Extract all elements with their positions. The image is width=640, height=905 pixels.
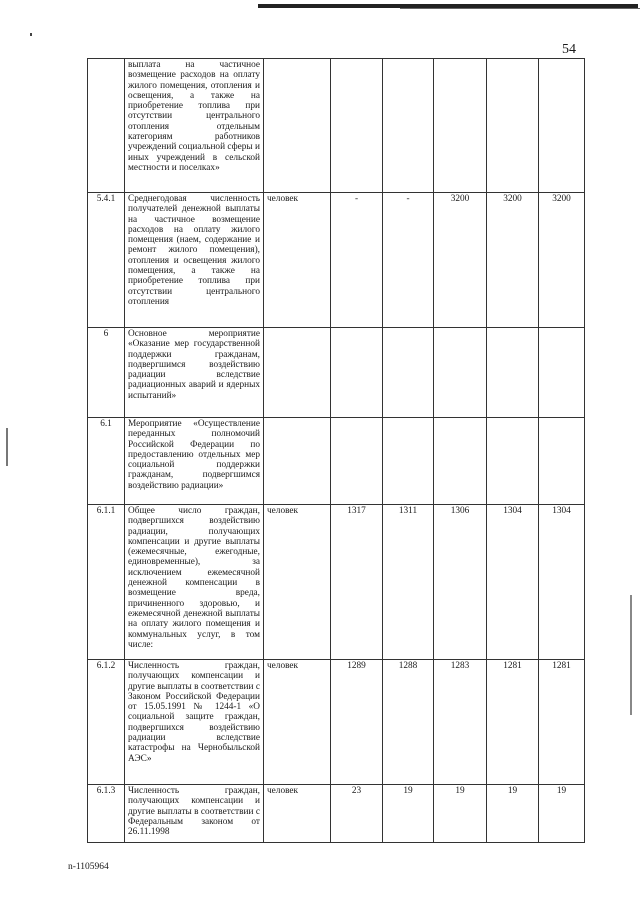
row-value: 1311 — [383, 505, 434, 660]
row-value: 1289 — [331, 660, 383, 785]
row-unit — [264, 418, 331, 505]
row-value — [331, 418, 383, 505]
row-value: 3200 — [539, 193, 585, 328]
table-row — [88, 328, 585, 418]
row-number: 6 — [88, 328, 125, 418]
row-value — [434, 328, 487, 418]
row-number: 5.4.1 — [88, 193, 125, 328]
row-unit: человек — [264, 505, 331, 660]
row-value — [487, 328, 539, 418]
row-value: 3200 — [434, 193, 487, 328]
row-value: 1281 — [539, 660, 585, 785]
row-description: Численность граждан, получающих компенсации и другие выплаты в соответствии с Законом Российской Федерации от 15.05.1991 № 1244-1 «О социальной защите граждан, подвергшихся воздействию радиации вследствие катастрофы на Чернобыльской АЭС» — [125, 660, 264, 785]
indicators-table — [87, 58, 585, 843]
row-description: выплата на частичное возмещение расходов на оплату жилого помещения, отопления и освещения, а также на приобретение топлива при отсутствии центрального отопления отдельным категориям работников учреждений социальной сферы и иных учреждений в сельской местности и поселках» — [125, 59, 264, 193]
row-value — [539, 59, 585, 193]
row-value — [487, 418, 539, 505]
row-value: 19 — [383, 785, 434, 843]
scan-speck — [30, 33, 32, 36]
row-value: 1304 — [487, 505, 539, 660]
row-value — [539, 418, 585, 505]
row-value — [487, 59, 539, 193]
row-value — [383, 328, 434, 418]
table-row — [88, 193, 585, 328]
top-border-rule-thin — [400, 8, 640, 9]
page-number: 54 — [562, 42, 576, 57]
row-description: Основное мероприятие «Оказание мер государственной поддержки гражданам, подвергшимся воздействию радиации вследствие радиационных аварий и ядерных испытаний» — [125, 328, 264, 418]
row-number: 6.1.2 — [88, 660, 125, 785]
table-row — [88, 418, 585, 505]
row-unit: человек — [264, 193, 331, 328]
document-code: n-1105964 — [68, 862, 109, 872]
row-number — [88, 59, 125, 193]
table-row — [88, 59, 585, 193]
row-value: 3200 — [487, 193, 539, 328]
row-description: Среднегодовая численность получателей денежной выплаты на частичное возмещение расходов на оплату жилого помещения (наем, содержание и ремонт жилого помещения), отопления и освещения жилого помещения, а также на приобретение топлива при отсутствии центрального отопления — [125, 193, 264, 328]
row-value: 19 — [434, 785, 487, 843]
row-value: 1304 — [539, 505, 585, 660]
row-description: Мероприятие «Осуществление переданных полномочий Российской Федерации по предоставлению отдельных мер социальной поддержки гражданам, подвергшимся воздействию радиации» — [125, 418, 264, 505]
table-row — [88, 785, 585, 843]
row-value: 19 — [539, 785, 585, 843]
row-value — [383, 418, 434, 505]
row-number: 6.1.3 — [88, 785, 125, 843]
table-row — [88, 660, 585, 785]
row-value — [434, 418, 487, 505]
row-unit — [264, 59, 331, 193]
row-unit — [264, 328, 331, 418]
row-value: 1281 — [487, 660, 539, 785]
row-value — [539, 328, 585, 418]
row-unit: человек — [264, 660, 331, 785]
row-value — [383, 59, 434, 193]
row-description: Общее число граждан, подвергшихся воздействию радиации, получающих компенсации и другие выплаты (ежемесячные, ежегодные, единовременные), за исключением ежемесячной денежной компенсации в возмещение вреда, причиненного здоровью, и ежемесячной денежной выплаты на оплату жилого помещения и коммунальных услуг, в том числе: — [125, 505, 264, 660]
row-value: 1317 — [331, 505, 383, 660]
row-value — [331, 328, 383, 418]
scan-margin-mark-right — [630, 595, 632, 715]
scan-margin-mark-left — [6, 428, 8, 466]
row-unit: человек — [264, 785, 331, 843]
row-value: - — [383, 193, 434, 328]
row-value: 1283 — [434, 660, 487, 785]
row-value: 1288 — [383, 660, 434, 785]
row-number: 6.1 — [88, 418, 125, 505]
row-value: 23 — [331, 785, 383, 843]
row-value — [331, 59, 383, 193]
row-number: 6.1.1 — [88, 505, 125, 660]
row-value — [434, 59, 487, 193]
row-value: 19 — [487, 785, 539, 843]
row-description: Численность граждан, получающих компенсации и другие выплаты в соответствии с Федеральным законом от 26.11.1998 — [125, 785, 264, 843]
table-row — [88, 505, 585, 660]
row-value: 1306 — [434, 505, 487, 660]
row-value: - — [331, 193, 383, 328]
